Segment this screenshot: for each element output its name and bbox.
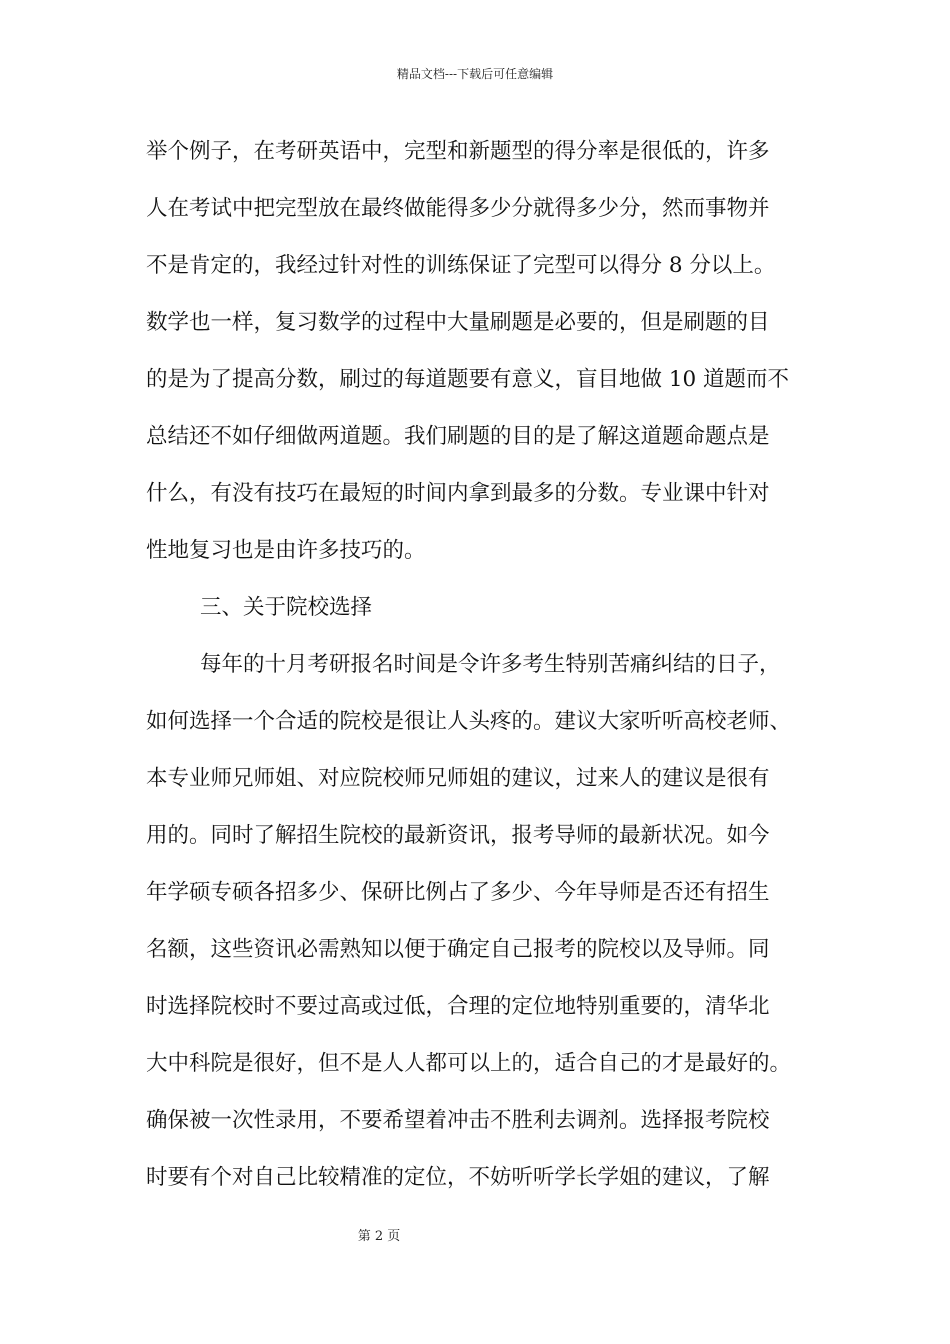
section-heading: 三、关于院校选择 bbox=[200, 595, 373, 620]
body-line: 的是为了提高分数，刷过的每道题要有意义，盲目地做 10 道题而不 bbox=[146, 367, 790, 392]
body-line: 大中科院是很好，但不是人人都可以上的，适合自己的才是最好的。 bbox=[146, 1051, 792, 1076]
body-line: 年学硕专硕各招多少、保研比例占了多少、今年导师是否还有招生 bbox=[146, 880, 770, 905]
body-line: 什么，有没有技巧在最短的时间内拿到最多的分数。专业课中针对 bbox=[146, 481, 770, 506]
page-header: 精品文档---下载后可任意编辑 bbox=[396, 67, 554, 81]
body-line: 时要有个对自己比较精准的定位，不妨听听学长学姐的建议，了解 bbox=[146, 1165, 770, 1190]
body-line: 本专业师兄师姐、对应院校师兄师姐的建议，过来人的建议是很有 bbox=[146, 766, 770, 791]
body-line: 人在考试中把完型放在最终做能得多少分就得多少分，然而事物并 bbox=[146, 196, 770, 221]
body-line: 总结还不如仔细做两道题。我们刷题的目的是了解这道题命题点是 bbox=[146, 424, 770, 449]
body-line: 每年的十月考研报名时间是令许多考生特别苦痛纠结的日子， bbox=[200, 652, 781, 677]
body-line: 不是肯定的，我经过针对性的训练保证了完型可以得分 8 分以上。 bbox=[146, 253, 776, 278]
page-number: 第 2 页 bbox=[357, 1229, 401, 1244]
body-line: 确保被一次性录用，不要希望着冲击不胜利去调剂。选择报考院校 bbox=[146, 1108, 770, 1133]
body-line: 举个例子，在考研英语中，完型和新题型的得分率是很低的，许多 bbox=[146, 139, 770, 164]
body-line: 性地复习也是由许多技巧的。 bbox=[146, 538, 426, 563]
body-line: 时选择院校时不要过高或过低，合理的定位地特别重要的，清华北 bbox=[146, 994, 770, 1019]
body-line: 用的。同时了解招生院校的最新资讯，报考导师的最新状况。如今 bbox=[146, 823, 770, 848]
body-line: 数学也一样，复习数学的过程中大量刷题是必要的，但是刷题的目 bbox=[146, 310, 770, 335]
body-line: 如何选择一个合适的院校是很让人头疼的。建议大家听听高校老师、 bbox=[146, 709, 792, 734]
body-line: 名额，这些资讯必需熟知以便于确定自己报考的院校以及导师。同 bbox=[146, 937, 770, 962]
